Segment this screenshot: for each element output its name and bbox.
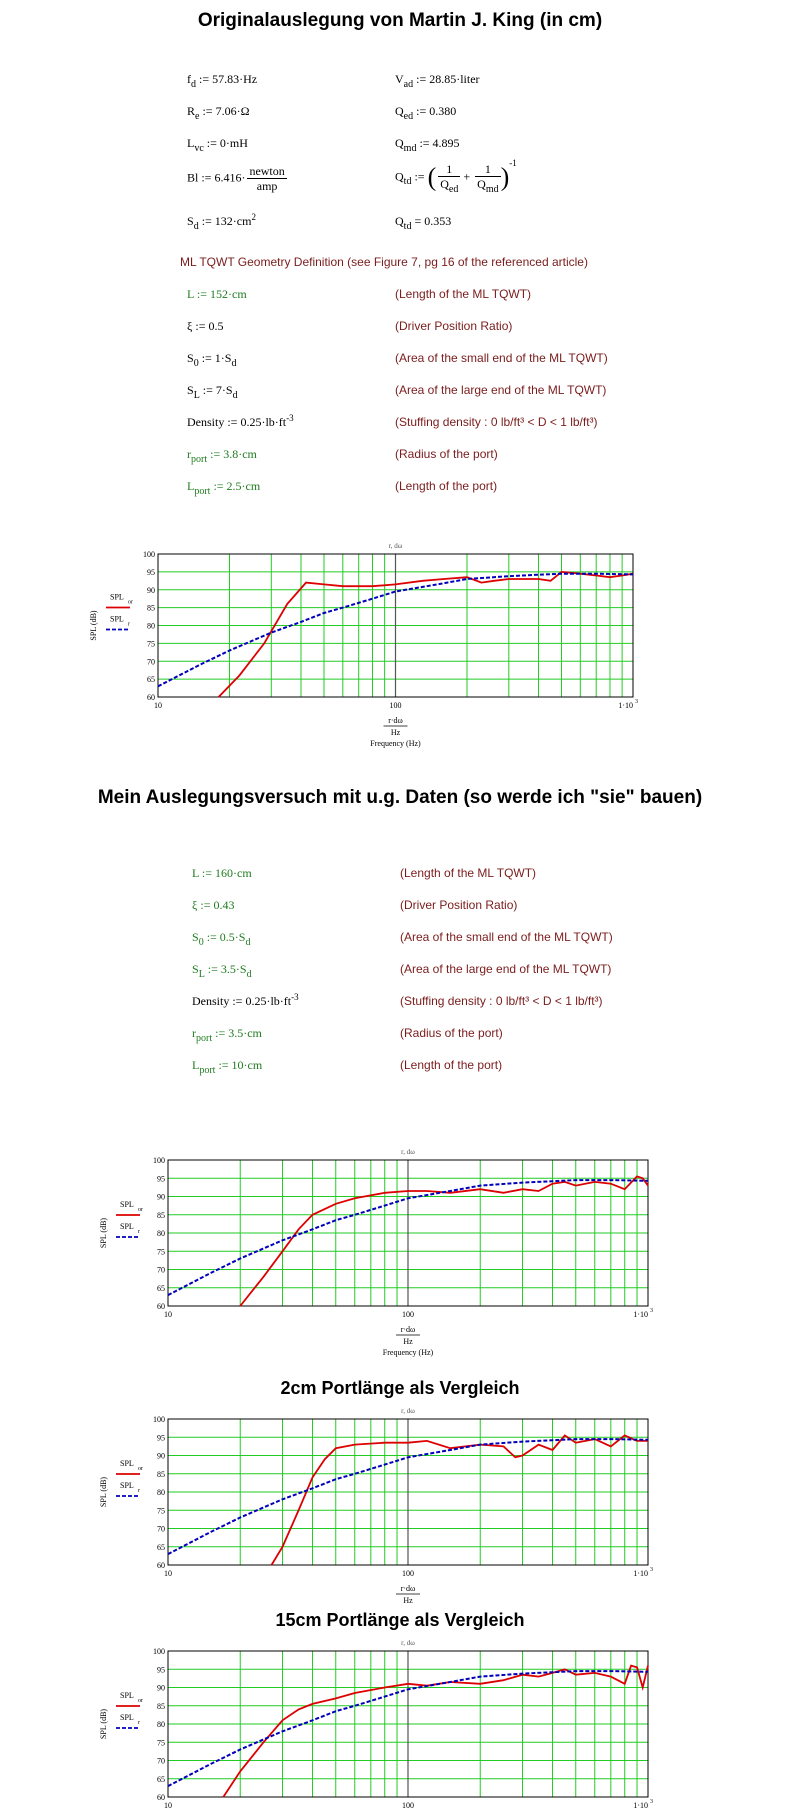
spl-chart-15cm	[90, 1637, 670, 1810]
spl-chart-my-design	[90, 1143, 670, 1373]
y-tick-label: 95	[157, 1174, 165, 1184]
param-bl: Bl := 6.416· $\frac{\text{newton}}{\text{amp}}$	[187, 164, 285, 193]
geom2-desc-1: (Driver Position Ratio)	[400, 898, 518, 912]
chart-top-label: r, dω	[388, 542, 403, 550]
x-label-num: r·dω	[400, 1584, 416, 1593]
param-lvc: $L_{vc}$ := 0·mH	[187, 136, 248, 154]
x-label-den: Hz	[403, 1337, 413, 1346]
param-fd: $f_d$ := 57.83·Hz	[187, 72, 258, 90]
y-tick-label: 60	[157, 1561, 165, 1570]
y-tick-label: 90	[157, 1451, 165, 1461]
geom2-def-4: Density := $0.25\cdot lb\cdot ft^{-3}$	[192, 992, 299, 1008]
y-tick-label: 90	[157, 1683, 165, 1693]
spl-chart-original-svg	[80, 540, 660, 770]
y-tick-label: 100	[153, 1647, 165, 1656]
series-line-spl-or	[272, 1435, 649, 1565]
y-tick-label: 95	[157, 1665, 165, 1675]
y-tick-label: 100	[153, 1156, 165, 1165]
y-tick-label: 85	[147, 603, 155, 613]
geom2-desc-2: (Area of the small end of the ML TQWT)	[400, 930, 613, 944]
param-re: $R_e$ := 7.06·Ω	[187, 104, 250, 122]
x-label-num: r·dω	[388, 716, 403, 725]
y-tick-label: 90	[157, 1192, 165, 1202]
param-vad: $V_{ad}$ := 28.85·liter	[395, 72, 480, 90]
x-tick-sup: 3	[635, 699, 638, 705]
y-tick-label: 70	[157, 1756, 165, 1766]
spl-chart-2cm	[90, 1405, 670, 1615]
x-tick-label: 100	[402, 1569, 414, 1578]
legend-label-sub: or	[138, 1466, 143, 1472]
y-axis-label: SPL (dB)	[99, 1217, 108, 1249]
legend-label-sub: r	[138, 1229, 140, 1235]
y-tick-label: 75	[157, 1247, 165, 1257]
y-tick-label: 85	[157, 1469, 165, 1479]
series-line-spl-or	[240, 1176, 648, 1306]
param-qtd-result: $Q_{td} = 0.353$	[395, 214, 452, 232]
spl-chart-15cm-svg	[90, 1637, 670, 1810]
geom2-def-0: L := 160·cm	[192, 866, 252, 880]
geom2-def-3: $S_L$ := $3.5\cdot S_d$	[192, 962, 252, 980]
y-tick-label: 80	[147, 621, 155, 631]
series-line-spl-or	[219, 572, 633, 697]
y-tick-label: 80	[157, 1720, 165, 1729]
series-line-spl-or	[223, 1666, 648, 1797]
y-tick-label: 100	[143, 550, 155, 559]
y-tick-label: 75	[157, 1506, 165, 1516]
legend-label: SPL	[120, 1200, 134, 1209]
x-label-den: Hz	[390, 728, 401, 737]
y-tick-label: 75	[147, 639, 155, 649]
legend-label: SPL	[110, 592, 124, 602]
x-tick-sup: 3	[650, 1308, 653, 1314]
geom2-desc-5: (Radius of the port)	[400, 1026, 503, 1040]
y-tick-label: 70	[147, 657, 155, 667]
y-tick-label: 85	[157, 1210, 165, 1220]
legend-label-sub: or	[138, 1207, 143, 1213]
geom1-desc-3: (Area of the large end of the ML TQWT)	[395, 383, 607, 397]
x-tick-label: 100	[389, 701, 402, 710]
spl-chart-my-design-svg	[90, 1143, 670, 1373]
x-tick-label: 1·10	[618, 701, 633, 710]
section-title-my-design: Mein Auslegungsversuch mit u.g. Daten (so werde ich "sie" bauen)	[97, 787, 703, 808]
geom1-desc-0: (Length of the ML TQWT)	[395, 287, 532, 301]
legend-label-sub: r	[138, 1720, 140, 1726]
y-axis-label: SPL (dB)	[99, 1708, 108, 1740]
geom1-def-0: L := 152·cm	[187, 287, 247, 301]
chart-top-label: r, dω	[401, 1407, 415, 1415]
geom2-desc-0: (Length of the ML TQWT)	[400, 866, 537, 880]
legend-label: SPL	[110, 614, 124, 624]
y-tick-label: 95	[157, 1433, 165, 1443]
geom1-def-1: ξ := 0.5	[187, 319, 224, 333]
spl-chart-2cm-svg	[90, 1405, 670, 1615]
geom1-def-5: $r_{port}$ := 3.8·cm	[187, 447, 257, 465]
y-tick-label: 65	[157, 1542, 165, 1552]
x-tick-label: 100	[402, 1801, 414, 1810]
y-tick-label: 95	[147, 567, 155, 577]
y-tick-label: 80	[157, 1229, 165, 1238]
geom1-desc-2: (Area of the small end of the ML TQWT)	[395, 351, 608, 365]
y-tick-label: 65	[157, 1774, 165, 1784]
spl-chart-original	[80, 540, 660, 770]
chart-top-label: r, dω	[401, 1639, 415, 1647]
geom2-def-5: $r_{port}$ := 3.5·cm	[192, 1026, 262, 1044]
y-tick-label: 80	[157, 1488, 165, 1497]
y-tick-label: 70	[157, 1524, 165, 1534]
geom1-def-2: $S_0$ := $1\cdot S_d$	[187, 351, 237, 369]
x-axis-label: Frequency (Hz)	[370, 739, 421, 748]
geom1-def-4: Density := $0.25\cdot lb\cdot ft^{-3}$	[187, 413, 294, 429]
param-sd: $S_d$ := $132\cdot cm^2$	[187, 212, 256, 232]
legend-label: SPL	[120, 1481, 134, 1490]
legend-label: SPL	[120, 1459, 134, 1468]
geom2-def-1: ξ := 0.43	[192, 898, 235, 912]
y-tick-label: 65	[147, 675, 155, 685]
x-label-num: r·dω	[400, 1325, 416, 1334]
x-tick-label: 10	[164, 1310, 172, 1319]
legend-label: SPL	[120, 1222, 134, 1231]
geometry-heading: ML TQWT Geometry Definition (see Figure 7, pg 16 of the referenced article)	[180, 255, 588, 269]
y-tick-label: 60	[157, 1793, 165, 1802]
x-tick-label: 10	[164, 1569, 172, 1578]
y-tick-label: 85	[157, 1701, 165, 1711]
geom2-desc-6: (Length of the port)	[400, 1058, 503, 1072]
geom2-desc-3: (Area of the large end of the ML TQWT)	[400, 962, 612, 976]
legend-label-sub: or	[138, 1698, 143, 1704]
legend-label: SPL	[120, 1691, 134, 1700]
legend-label-sub: r	[138, 1488, 140, 1494]
geom1-desc-4: (Stuffing density : 0 lb/ft³ < D < 1 lb/ft³)	[395, 415, 598, 429]
geom1-desc-1: (Driver Position Ratio)	[395, 319, 513, 333]
geom1-desc-5: (Radius of the port)	[395, 447, 498, 461]
geom1-desc-6: (Length of the port)	[395, 479, 498, 493]
geom2-def-6: $L_{port}$ := 10·cm	[192, 1058, 263, 1076]
page-title: Originalauslegung von Martin J. King (in cm)	[197, 10, 603, 31]
y-tick-label: 60	[147, 693, 155, 702]
geom1-def-3: $S_L$ := $7\cdot S_d$	[187, 383, 238, 401]
x-tick-sup: 3	[650, 1567, 653, 1573]
geom2-def-2: $S_0$ := $0.5\cdot S_d$	[192, 930, 251, 948]
y-axis-label: SPL (dB)	[99, 1476, 108, 1508]
param-qmd: $Q_{md}$ := 4.895	[395, 136, 460, 154]
x-tick-label: 1·10	[633, 1801, 648, 1810]
x-tick-label: 1·10	[633, 1569, 648, 1578]
y-axis-label: SPL (dB)	[89, 610, 98, 641]
x-tick-label: 1·10	[633, 1310, 648, 1319]
y-tick-label: 75	[157, 1738, 165, 1748]
param-qtd-formula: $Q_{td}$ := ( $\frac{1}{Q_{ed}}$ + $\frac{1}{Q_{md}}$ )$^{-1}$	[395, 158, 517, 195]
x-tick-label: 10	[154, 701, 162, 710]
y-tick-label: 70	[157, 1265, 165, 1275]
x-tick-label: 100	[402, 1310, 414, 1319]
y-tick-label: 90	[147, 585, 155, 595]
section-title-15cm: 15cm Portlänge als Vergleich	[275, 1610, 525, 1630]
geom1-def-6: $L_{port}$ := 2.5·cm	[187, 479, 261, 497]
param-qed: $Q_{ed}$ := 0.380	[395, 104, 457, 122]
y-tick-label: 65	[157, 1283, 165, 1293]
legend-label-sub: or	[128, 599, 133, 606]
y-tick-label: 100	[153, 1415, 165, 1424]
y-tick-label: 60	[157, 1302, 165, 1311]
legend-label-sub: r	[128, 621, 130, 628]
section-title-2cm: 2cm Portlänge als Vergleich	[280, 1378, 520, 1398]
geom2-desc-4: (Stuffing density : 0 lb/ft³ < D < 1 lb/ft³)	[400, 994, 603, 1008]
x-axis-label: Frequency (Hz)	[382, 1348, 434, 1357]
x-tick-sup: 3	[650, 1799, 653, 1805]
x-tick-label: 10	[164, 1801, 172, 1810]
chart-top-label: r, dω	[401, 1148, 415, 1156]
legend-label: SPL	[120, 1713, 134, 1722]
x-label-den: Hz	[403, 1596, 413, 1605]
